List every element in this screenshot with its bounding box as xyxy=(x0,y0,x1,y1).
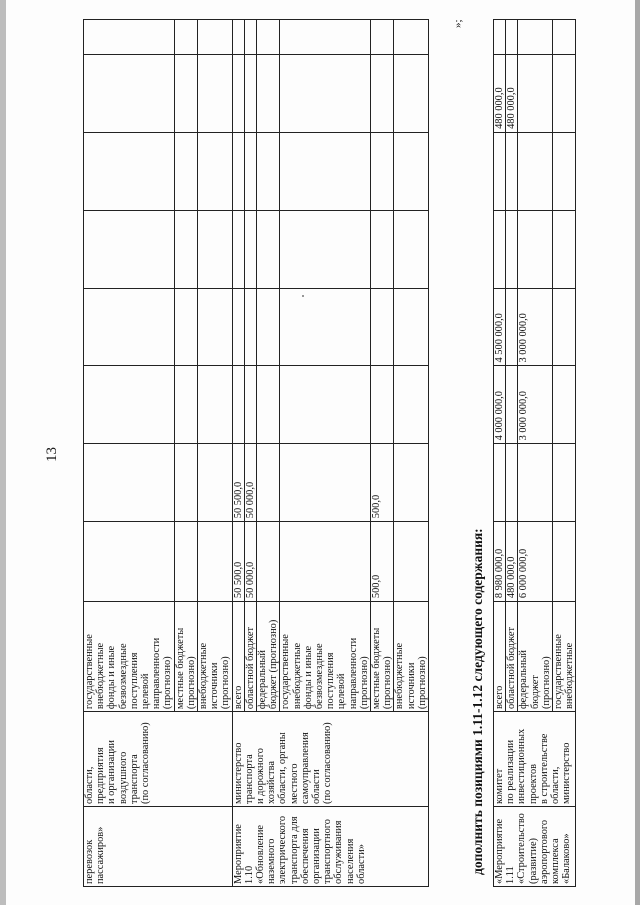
participant-cell xyxy=(84,712,233,807)
table-row xyxy=(232,20,244,887)
value-cell xyxy=(553,20,576,55)
participant-cell xyxy=(232,712,428,807)
value-cell xyxy=(174,132,197,210)
value-cell xyxy=(232,210,244,288)
value-cell xyxy=(280,132,371,210)
value-cell xyxy=(280,20,371,55)
value-cell xyxy=(553,366,576,444)
value-cell xyxy=(257,55,280,133)
value-cell xyxy=(244,210,256,288)
value-cell-text: 500,0 xyxy=(371,494,383,519)
value-cell xyxy=(257,132,280,210)
value-cell xyxy=(518,366,553,444)
source-cell-text: местные бюджеты (прогнозно) xyxy=(371,627,394,710)
value-cell xyxy=(371,55,394,133)
value-cell xyxy=(174,444,197,522)
value-cell xyxy=(257,366,280,444)
value-cell xyxy=(494,444,506,522)
value-cell xyxy=(394,20,429,55)
value-cell xyxy=(244,288,256,366)
value-cell-text: 480 000,0 xyxy=(506,87,518,129)
source-cell xyxy=(174,602,197,712)
value-cell xyxy=(244,20,256,55)
value-cell xyxy=(506,20,518,55)
value-cell xyxy=(371,210,394,288)
value-cell xyxy=(518,20,553,55)
value-cell xyxy=(371,522,394,602)
value-cell xyxy=(84,132,175,210)
value-cell-text: 4 000 000,0 xyxy=(494,391,505,441)
value-cell xyxy=(244,444,256,522)
value-cell xyxy=(518,444,553,522)
value-cell xyxy=(394,444,429,522)
value-cell-text: 500,0 xyxy=(371,574,383,599)
value-cell xyxy=(506,444,518,522)
value-cell xyxy=(518,210,553,288)
value-cell xyxy=(371,444,394,522)
participant-cell-text: области, предприятия и организации воздушного транспорта (по согласованию) xyxy=(84,722,152,805)
value-cell xyxy=(84,20,175,55)
value-cell xyxy=(494,366,506,444)
source-cell-text: внебюджетные источники (прогнозно) xyxy=(198,642,232,710)
event-cell xyxy=(232,807,428,887)
value-cell-text: 4 500 000,0 xyxy=(494,313,505,363)
value-cell xyxy=(174,366,197,444)
value-cell xyxy=(506,366,518,444)
value-cell xyxy=(553,210,576,288)
value-cell xyxy=(174,210,197,288)
event-cell-text: «Мероприятие 1.11 «Строительство (развитие) аэропортового комплекса «Балаково» xyxy=(494,813,573,884)
value-cell xyxy=(371,132,394,210)
value-cell xyxy=(371,288,394,366)
source-cell-text: государственные внебюджетные фонды и иные безвозмездные поступления целевой направленности (прогнозно) xyxy=(84,634,174,710)
value-cell-text: 3 000 000,0 xyxy=(518,313,530,363)
value-cell-text: 480 000,0 xyxy=(494,87,505,129)
value-cell xyxy=(553,522,576,602)
value-cell xyxy=(257,522,280,602)
source-cell-text: государственные внебюджетные xyxy=(553,634,576,710)
source-cell xyxy=(244,602,256,712)
source-cell xyxy=(257,602,280,712)
value-cell xyxy=(84,444,175,522)
source-cell xyxy=(198,602,233,712)
value-cell xyxy=(494,132,506,210)
value-cell-text: 50 000,0 xyxy=(244,481,256,519)
value-cell xyxy=(506,288,518,366)
value-cell xyxy=(174,55,197,133)
value-cell xyxy=(506,210,518,288)
value-cell xyxy=(394,366,429,444)
source-cell xyxy=(280,602,371,712)
source-cell-text: областной бюджет xyxy=(244,626,256,710)
page-number: 13 xyxy=(44,447,60,462)
value-cell xyxy=(232,20,244,55)
value-cell xyxy=(518,55,553,133)
value-cell xyxy=(232,288,244,366)
value-cell xyxy=(494,20,506,55)
value-cell xyxy=(198,132,233,210)
value-cell xyxy=(506,132,518,210)
participant-cell-text: министерство транспорта и дорожного хозяйства области, органы местного самоуправления области (по согласованию) xyxy=(232,722,334,805)
source-cell-text: федеральный бюджет (прогнозно) xyxy=(257,619,280,710)
value-cell-text: 8 980 000,0 xyxy=(494,548,505,599)
value-cell xyxy=(244,132,256,210)
value-cell xyxy=(518,288,553,366)
value-cell xyxy=(280,210,371,288)
source-cell-text: всего xyxy=(494,685,505,710)
intro-text: дополнить позициями 1.11-1.12 следующего содержания: xyxy=(470,528,485,875)
value-cell xyxy=(280,288,371,366)
value-cell-text: 3 000 000,0 xyxy=(518,391,530,441)
value-cell xyxy=(394,210,429,288)
value-cell xyxy=(553,444,576,522)
table-new-positions xyxy=(493,19,576,887)
value-cell xyxy=(257,444,280,522)
value-cell xyxy=(280,366,371,444)
event-cell-text: перевозок пассажиров» xyxy=(84,826,107,884)
source-cell xyxy=(506,602,518,712)
source-cell xyxy=(232,602,244,712)
value-cell xyxy=(84,210,175,288)
value-cell xyxy=(553,55,576,133)
source-cell-text: государственные внебюджетные фонды и иные безвозмездные поступления целевой направленности (прогнозно) xyxy=(280,634,370,710)
source-cell-text: внебюджетные источники (прогнозно) xyxy=(394,642,428,710)
source-cell-text: местные бюджеты (прогнозно) xyxy=(174,627,197,710)
value-cell xyxy=(232,522,244,602)
value-cell xyxy=(506,522,518,602)
event-cell xyxy=(494,807,576,887)
value-cell xyxy=(84,522,175,602)
value-cell xyxy=(280,55,371,133)
value-cell xyxy=(232,444,244,522)
value-cell xyxy=(198,288,233,366)
value-cell xyxy=(394,288,429,366)
source-cell xyxy=(494,602,506,712)
value-cell xyxy=(244,366,256,444)
table-row xyxy=(494,20,506,887)
value-cell xyxy=(280,522,371,602)
value-cell xyxy=(232,132,244,210)
value-cell xyxy=(494,55,506,133)
value-cell xyxy=(518,132,553,210)
value-cell xyxy=(244,522,256,602)
value-cell xyxy=(371,20,394,55)
value-cell xyxy=(553,132,576,210)
value-cell-text: 50 000,0 xyxy=(244,561,256,599)
source-cell xyxy=(371,602,394,712)
value-cell-text: 50 500,0 xyxy=(232,481,244,519)
participant-cell-text: комитет по реализации инвестиционных проектов в строительстве области, министерство xyxy=(494,728,573,805)
value-cell-text: 50 500,0 xyxy=(232,561,244,599)
value-cell xyxy=(394,522,429,602)
value-cell-text: 480 000,0 xyxy=(506,556,518,599)
value-cell xyxy=(232,366,244,444)
event-cell xyxy=(84,807,233,887)
participant-cell xyxy=(494,712,576,807)
source-cell xyxy=(553,602,576,712)
value-cell xyxy=(232,55,244,133)
closing-mark: »; xyxy=(452,19,464,28)
value-cell xyxy=(371,366,394,444)
value-cell xyxy=(257,210,280,288)
value-cell xyxy=(394,55,429,133)
table-continuation xyxy=(83,19,429,887)
value-cell xyxy=(174,522,197,602)
source-cell xyxy=(518,602,553,712)
source-cell-text: областной бюджет xyxy=(506,626,518,710)
value-cell xyxy=(198,522,233,602)
source-cell-text: федеральный бюджет (прогнозно) xyxy=(518,650,552,710)
value-cell xyxy=(198,366,233,444)
value-cell xyxy=(494,210,506,288)
value-cell xyxy=(174,20,197,55)
value-cell xyxy=(257,20,280,55)
value-cell xyxy=(394,132,429,210)
source-cell xyxy=(84,602,175,712)
value-cell xyxy=(198,55,233,133)
event-cell-text: Мероприятие 1.10 «Обновление наземного электрического транспорта для обеспечения организации транспортного обслуживания населения области» xyxy=(232,815,367,884)
value-cell xyxy=(198,20,233,55)
value-cell xyxy=(518,522,553,602)
value-cell xyxy=(244,55,256,133)
value-cell xyxy=(553,288,576,366)
table-row xyxy=(84,20,175,887)
value-cell xyxy=(198,210,233,288)
value-cell xyxy=(84,55,175,133)
value-cell-text: 6 000 000,0 xyxy=(518,548,530,599)
value-cell xyxy=(257,288,280,366)
value-cell xyxy=(198,444,233,522)
value-cell xyxy=(506,55,518,133)
value-cell xyxy=(174,288,197,366)
source-cell xyxy=(394,602,429,712)
value-cell xyxy=(84,366,175,444)
value-cell xyxy=(494,522,506,602)
value-cell xyxy=(494,288,506,366)
source-cell-text: всего xyxy=(232,685,244,710)
value-cell xyxy=(84,288,175,366)
value-cell xyxy=(280,444,371,522)
